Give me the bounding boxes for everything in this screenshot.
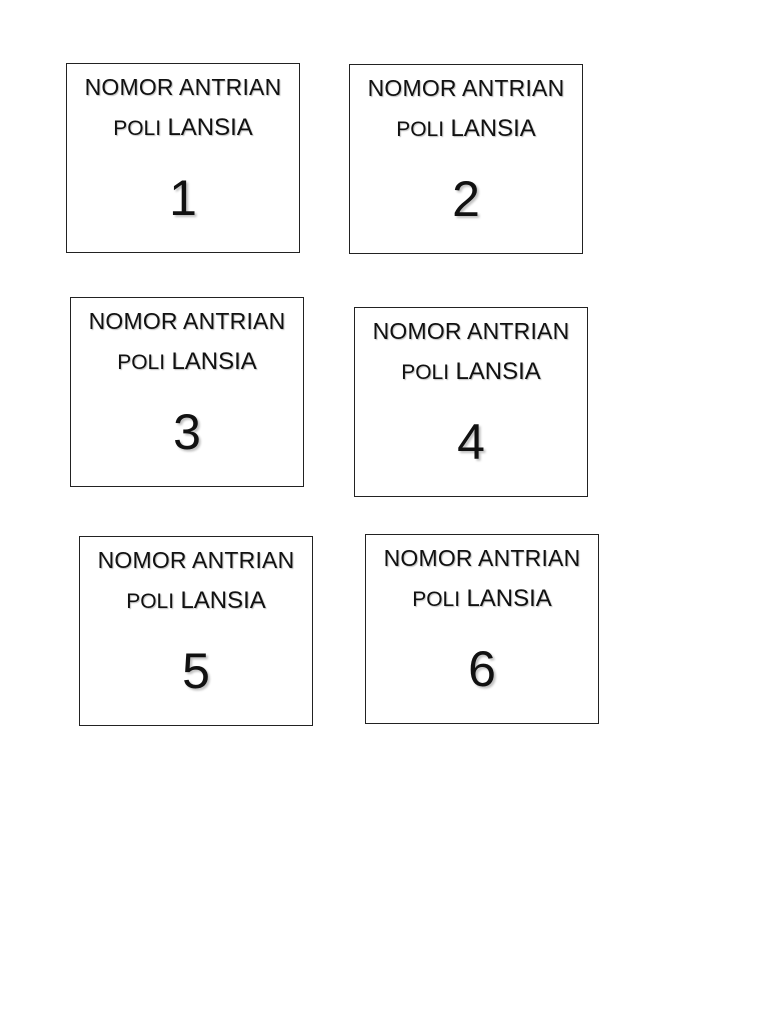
queue-number: 3 xyxy=(173,404,201,460)
queue-ticket-4 xyxy=(354,307,588,497)
queue-number: 6 xyxy=(468,641,496,697)
department-name: LANSIA xyxy=(167,114,253,141)
ticket-title: NOMOR ANTRIAN xyxy=(383,545,581,571)
ticket-title: NOMOR ANTRIAN xyxy=(372,318,570,344)
department-name: LANSIA xyxy=(180,587,266,614)
department-prefix: POLI xyxy=(412,588,461,611)
ticket-department xyxy=(355,356,587,388)
ticket-department xyxy=(71,346,303,378)
department-name: LANSIA xyxy=(455,358,541,385)
queue-ticket-5 xyxy=(79,536,313,726)
ticket-department xyxy=(350,113,582,145)
department-prefix: POLI xyxy=(117,351,166,374)
queue-ticket-6 xyxy=(365,534,599,724)
department-name: LANSIA xyxy=(466,585,552,612)
ticket-title: NOMOR ANTRIAN xyxy=(84,74,282,100)
queue-number: 4 xyxy=(457,414,485,470)
department-name: LANSIA xyxy=(450,115,536,142)
ticket-title: NOMOR ANTRIAN xyxy=(88,308,286,334)
department-name: LANSIA xyxy=(171,348,257,375)
queue-number: 5 xyxy=(182,643,210,699)
ticket-department xyxy=(67,112,299,144)
department-prefix: POLI xyxy=(396,118,445,141)
ticket-department xyxy=(80,585,312,617)
queue-ticket-3 xyxy=(70,297,304,487)
department-prefix: POLI xyxy=(126,590,175,613)
department-prefix: POLI xyxy=(401,361,450,384)
queue-number: 2 xyxy=(452,171,480,227)
queue-number: 1 xyxy=(169,170,197,226)
queue-ticket-1 xyxy=(66,63,300,253)
ticket-title: NOMOR ANTRIAN xyxy=(97,547,295,573)
queue-ticket-2 xyxy=(349,64,583,254)
ticket-department xyxy=(366,583,598,615)
department-prefix: POLI xyxy=(113,117,162,140)
ticket-title: NOMOR ANTRIAN xyxy=(367,75,565,101)
